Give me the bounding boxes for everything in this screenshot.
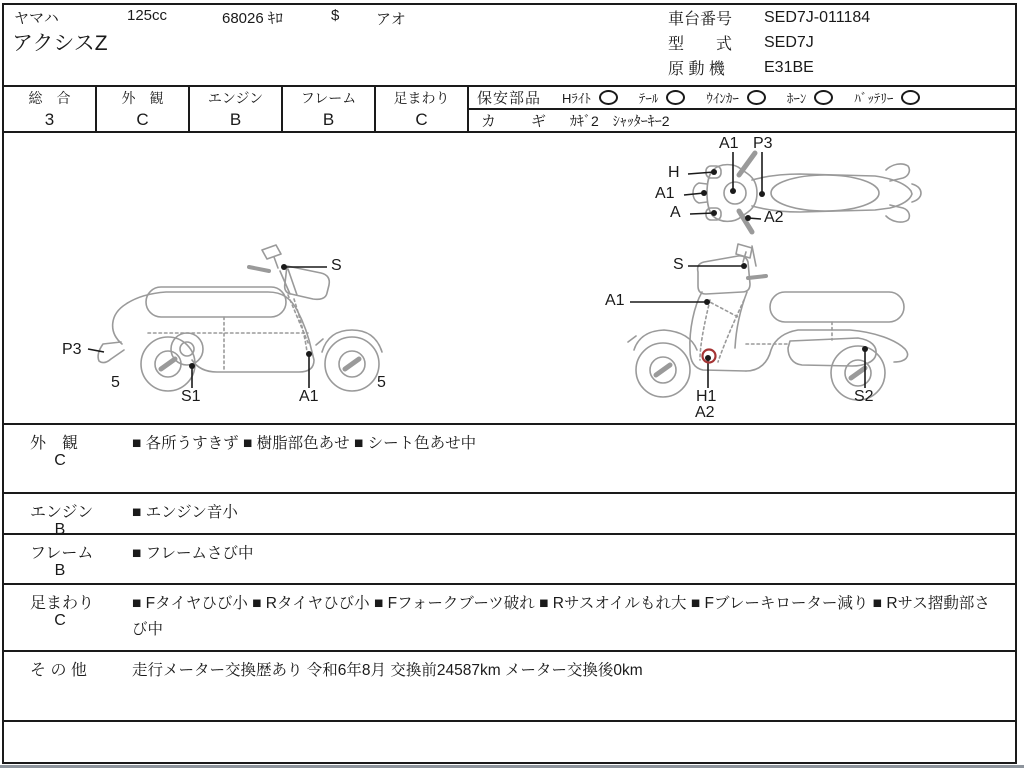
grade-box-frame [283,87,376,131]
section-notes: ■ Fタイヤひび小 ■ Rタイヤひび小 ■ Fフォークブーツ破れ ■ Rサスオイルもれ大 ■ Fブレーキローター減り ■ Rサス摺動部さび中 [132,595,990,638]
maker-name: ヤマハ [14,10,59,27]
type-code-row [668,30,1018,55]
diagram-label: S2 [854,388,874,405]
key-value: ｶｷﾞ2 ｼｬｯﾀｰｷｰ2 [570,112,670,129]
safety-parts-box [469,87,1015,131]
engine-label: 原 動 機 [668,61,725,78]
diagram-label: A2 [695,404,715,421]
safety-parts-title: 保安部品 [477,90,542,107]
section-exterior [2,423,1017,492]
meter-replaced-mark: $ [331,7,340,24]
grade-value: C [136,109,149,129]
ok-circle-icon [666,90,685,105]
type-label: 型 式 [668,36,733,53]
section-label: フレーム [30,545,94,562]
section-label: エンジン [30,504,94,521]
section-grade: B [54,562,66,579]
grade-value: C [415,109,428,129]
key-row [469,110,1015,131]
diagram-label: A2 [764,209,784,226]
diagram-label: A1 [605,292,625,309]
safety-item-horn: ﾎｰﾝ [787,88,834,107]
chassis-label: 車台番号 [668,11,733,28]
section-grade: B [54,521,66,538]
chassis-value: SED7J-011184 [764,8,871,26]
ok-circle-icon [901,90,920,105]
section-frame [2,533,1017,583]
section-notes: ■ 各所うすきず ■ 樹脂部色あせ ■ シート色あせ中 [132,435,477,452]
grade-box-overall [4,87,97,131]
section-grade: C [54,612,66,629]
grade-value: 3 [44,109,55,129]
diagram-label: 5 [377,374,386,391]
grade-label: 足まわり [393,89,450,106]
grade-box-exterior [97,87,190,131]
section-engine [2,492,1017,538]
type-value: SED7J [764,33,814,51]
grade-label: 外 観 [121,89,164,106]
grade-box-undercarriage [376,87,469,131]
safety-item-tail: ﾃｰﾙ [639,88,686,107]
grade-label: 総 合 [28,89,71,106]
ok-circle-icon [599,90,618,105]
section-label: そ の 他 [30,662,87,679]
body-color: アオ [376,11,406,28]
diagram-label: P3 [62,341,82,358]
diagram-label: A1 [655,185,675,202]
section-undercarriage [2,583,1017,650]
safety-item-headlight: Hﾗｲﾄ [562,88,618,107]
engine-value: E31BE [764,58,814,76]
section-other [2,650,1017,720]
diagram-label: P3 [753,135,773,152]
section-label: 外 観 [30,435,79,452]
diagram-label: 5 [111,374,120,391]
diagram-label: S [673,256,684,273]
grade-value: B [229,109,242,129]
ok-circle-icon [747,90,766,105]
grade-box-engine [190,87,283,131]
chassis-number-row [668,5,1018,30]
safety-parts-row [469,87,1015,110]
safety-item-battery: ﾊﾞｯﾃﾘｰ [854,88,920,107]
grade-value: B [322,109,335,129]
section-notes: ■ エンジン音小 [132,504,238,521]
displacement: 125cc [127,7,168,24]
grade-label: フレーム [300,89,357,106]
section-notes: 走行メーター交換歴あり 令和6年8月 交換前24587km メーター交換後0km [132,662,643,679]
diagram-label: A [670,204,681,221]
diagram-label: H [668,164,680,181]
diagram-label: S1 [181,388,201,405]
diagram-label: S [331,257,342,274]
safety-item-winker: ｳｲﾝｶｰ [706,88,766,107]
grade-label: エンジン [207,89,264,106]
key-label: カ ギ [481,113,557,130]
section-label: 足まわり [30,595,95,612]
grade-summary-row [2,85,1017,133]
section-grade: C [54,452,66,469]
ok-circle-icon [814,90,833,105]
engine-code-row [668,55,1018,80]
section-blank [2,720,1017,764]
diagram-label: A1 [719,135,739,152]
diagram-label: A1 [299,388,319,405]
section-notes: ■ フレームさび中 [132,545,254,562]
model-name: アクシスZ [12,32,108,55]
diagram-label: H1 [696,388,717,405]
mileage: 68026 ｷﾛ [222,10,283,27]
